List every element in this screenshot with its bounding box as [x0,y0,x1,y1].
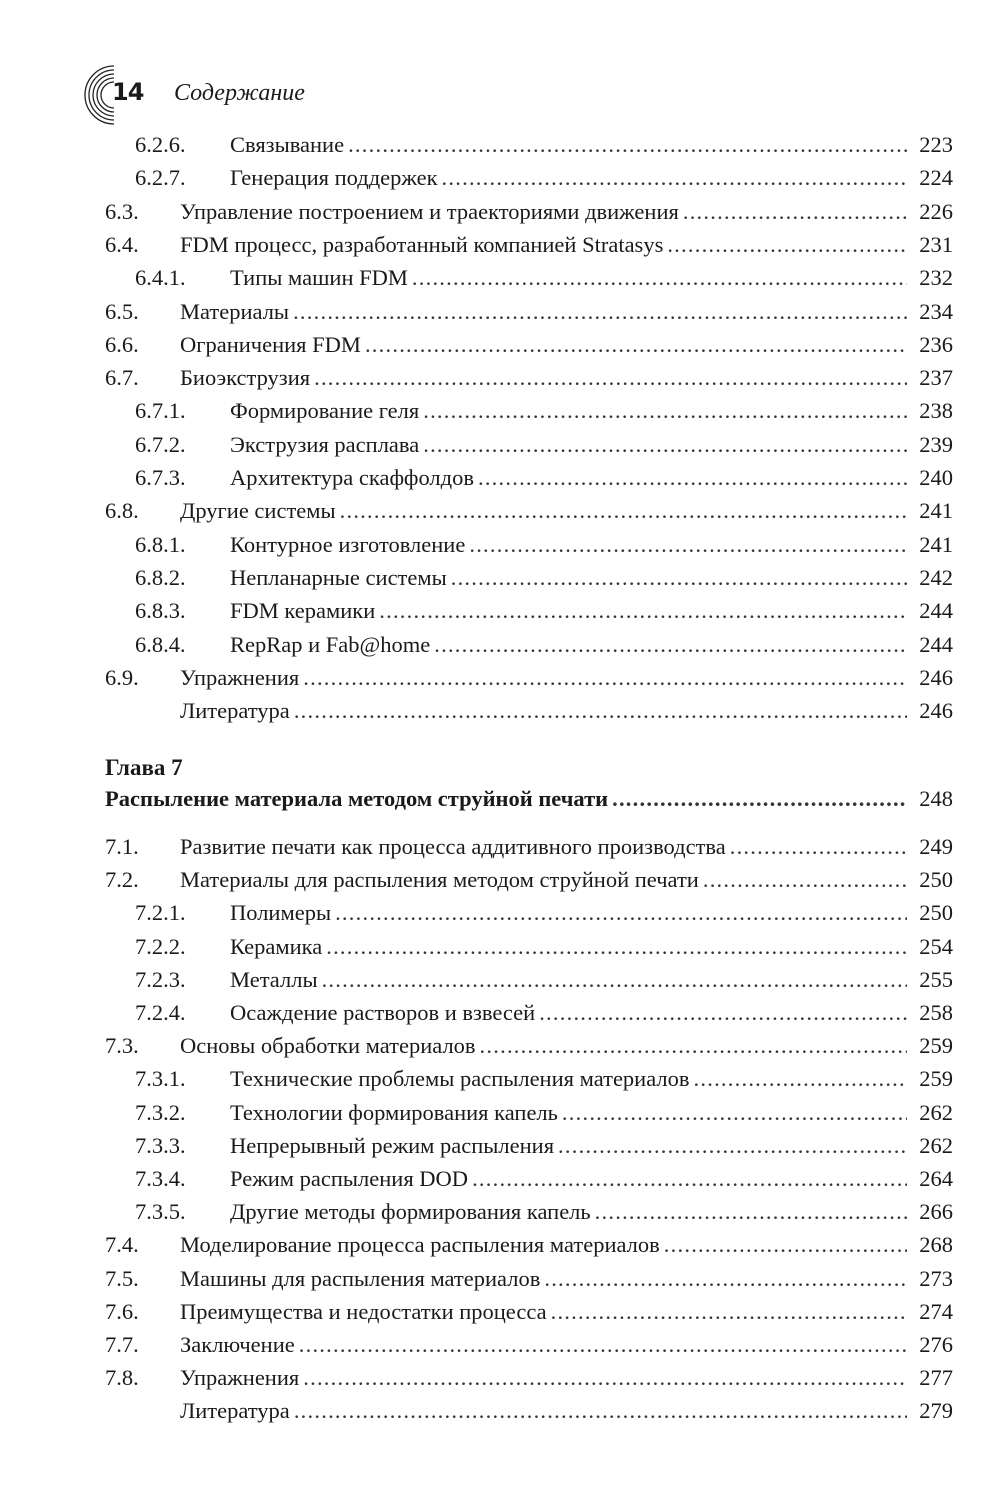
dot-leader [664,1228,907,1261]
toc-entry-page: 262 [919,1099,953,1125]
toc-entry[interactable] [105,195,953,228]
toc-entry-number: 6.8.2. [135,564,186,590]
toc-entry-page: 234 [919,298,953,324]
toc-entry-page: 232 [919,265,953,291]
toc-entry-page: 237 [919,365,953,391]
toc-entry-title: Полимеры [230,900,332,926]
dot-leader [335,896,907,929]
toc-entry-number: 7.2.3. [135,966,186,992]
dot-leader [539,996,907,1029]
toc-entry-number: 6.4.1. [135,265,186,291]
toc-entry-page: 231 [919,231,953,257]
dot-leader [480,1029,907,1062]
dot-leader [340,494,907,527]
toc-entry-number: 6.8.1. [135,531,186,557]
toc-entry-number: 7.7. [105,1332,139,1357]
toc-entry-title: Контурное изготовление [230,531,466,557]
dot-leader [703,863,907,896]
toc-entry-number: 7.3.3. [135,1132,186,1158]
toc-entry-page: 236 [919,331,953,357]
dot-leader [551,1295,907,1328]
toc-entry-title: Упражнения [180,1365,300,1391]
toc-entry-page: 258 [919,1000,953,1025]
toc-entry[interactable] [105,361,953,394]
toc-entry-page: 268 [919,1232,953,1258]
dot-leader [293,295,907,328]
toc-entry-page: 241 [919,498,953,524]
dot-leader [303,1361,907,1394]
dot-leader [442,161,907,194]
toc-entry[interactable] [105,528,953,561]
toc-entry[interactable] [105,161,953,194]
toc-entry-title: Формирование геля [230,398,420,424]
dot-leader [730,830,907,863]
toc-entry[interactable] [105,594,953,627]
toc-entry-number: 7.3.5. [135,1199,186,1225]
toc-entry-number: 7.2.4. [135,1000,186,1025]
toc-entry-title: RepRap и Fab@home [230,631,431,657]
toc-entry-number: 7.2.2. [135,933,186,959]
toc-entry-page: 224 [919,165,953,191]
dot-leader [451,561,907,594]
chapter-page: 248 [919,786,953,811]
toc-entry-page: 254 [919,933,953,959]
toc-entry[interactable] [105,863,953,896]
toc-entry[interactable] [105,494,953,527]
toc-entry-title: Моделирование процесса распыления материалов [180,1232,660,1258]
toc-entry[interactable] [105,896,953,929]
toc-entry-title: Типы машин FDM [230,265,408,291]
toc-entry-page: 279 [919,1398,953,1424]
toc-entry-title: Архитектура скаффолдов [230,465,474,490]
dot-leader [294,694,907,727]
toc-entry-number: 6.2.6. [135,132,186,157]
toc-entry-number: 6.8. [105,498,139,524]
dot-leader [683,195,907,228]
toc-entry-page: 241 [919,531,953,557]
toc-entry-title: Машины для распыления материалов [180,1265,541,1291]
toc-entry-title: FDM процесс, разработанный компанией Stratasys [180,231,664,257]
toc-entry[interactable] [105,661,953,694]
toc-entry-title: Литература [180,1398,290,1424]
toc-entry-page: 223 [919,132,953,157]
toc-entry[interactable] [105,461,953,494]
toc-entry-title: Технические проблемы распыления материалов [230,1066,690,1092]
dot-leader [595,1195,907,1228]
toc-entry-title: Другие методы формирования капель [230,1199,591,1225]
dot-leader [294,1394,907,1427]
chapter-title: Распыление материала методом струйной печати [105,786,609,811]
toc-entry-number: 7.3.1. [135,1066,186,1092]
toc-entry[interactable] [105,295,953,328]
toc-entry[interactable] [105,128,953,161]
toc-entry-page: 259 [919,1033,953,1059]
toc-entry-page: 262 [919,1132,953,1158]
page-number: 14 [112,78,144,106]
dot-leader [667,228,907,261]
toc-entry-number: 7.1. [105,834,139,859]
toc-entry-title: Режим распыления DOD [230,1166,469,1191]
dot-leader [412,261,907,294]
toc-entry-page: 277 [919,1365,953,1391]
toc-entry-number: 7.3.2. [135,1099,186,1125]
toc-entry[interactable] [105,228,953,261]
dot-leader [434,628,907,661]
toc-entry-number: 6.3. [105,198,139,224]
chapter-label: Глава 7 [105,755,183,780]
toc-entry-page: 226 [919,198,953,224]
toc-entry-title: Непрерывный режим распыления [230,1132,555,1158]
toc-entry-title: Основы обработки материалов [180,1033,476,1059]
toc-entry-page: 249 [919,834,953,859]
toc-entry-title: Технологии формирования капель [230,1099,558,1125]
toc-entry[interactable] [105,1062,953,1095]
toc-entry-title: Непланарные системы [230,564,447,590]
dot-leader [365,328,907,361]
toc-entry-number: 6.5. [105,298,139,324]
toc-entry-page: 255 [919,966,953,992]
toc-entry-page: 250 [919,867,953,893]
toc-entry-page: 238 [919,398,953,424]
toc-entry-page: 244 [919,631,953,657]
chapter-title-row[interactable] [105,782,953,815]
toc-entry-page: 259 [919,1066,953,1092]
dot-leader [303,661,907,694]
dot-leader [326,930,907,963]
toc-entry-page: 244 [919,598,953,624]
toc-entry-title: Другие системы [180,498,336,524]
toc-entry-number: 7.4. [105,1232,139,1258]
dot-leader [562,1096,907,1129]
toc-entry[interactable] [105,996,953,1029]
toc-entry-title: Упражнения [180,664,300,690]
toc-entry-title: Генерация поддержек [230,165,438,191]
toc-entry[interactable] [105,1162,953,1195]
toc-entry[interactable] [105,694,953,727]
toc-entry-page: 273 [919,1265,953,1291]
dot-leader [558,1129,907,1162]
toc-entry-number: 7.2. [105,867,139,893]
toc-entry-page: 266 [919,1199,953,1225]
toc-entry-title: Литература [180,698,290,724]
toc-entry[interactable] [105,1361,953,1394]
toc-entry-page: 239 [919,431,953,457]
dot-leader [472,1162,907,1195]
toc-entry-title: Биоэкструзия [180,365,311,391]
toc-entry-title: Развитие печати как процесса аддитивного производства [180,834,726,859]
toc-entry[interactable] [105,428,953,461]
toc-entry-page: 264 [919,1166,953,1191]
toc-entry-number: 7.3.4. [135,1166,186,1191]
dot-leader [423,428,907,461]
toc-entry[interactable] [105,930,953,963]
toc-entry-number: 7.8. [105,1365,139,1391]
toc-entry-title: Материалы для распыления методом струйной печати [180,867,699,893]
toc-entry-title: Заключение [180,1332,295,1357]
dot-leader [348,128,907,161]
dot-leader [469,528,907,561]
toc-entry-number: 6.4. [105,231,139,257]
toc-entry[interactable] [105,628,953,661]
toc-entry-number: 6.8.3. [135,598,186,624]
toc-entry[interactable] [105,1228,953,1261]
toc-entry-title: Экструзия расплава [230,431,420,457]
toc-entry[interactable] [105,1295,953,1328]
toc-entry[interactable] [105,1262,953,1295]
toc-entry-page: 274 [919,1298,953,1324]
toc-entry-number: 6.7.1. [135,398,186,424]
toc-entry-number: 6.7. [105,365,139,391]
dot-leader [612,782,907,815]
toc-entry[interactable] [105,261,953,294]
toc-entry[interactable] [105,1096,953,1129]
dot-leader [322,963,907,996]
dot-leader [694,1062,907,1095]
toc-entry[interactable] [105,561,953,594]
toc-entry-number: 6.2.7. [135,165,186,191]
toc-entry-page: 250 [919,900,953,926]
toc-entry-page: 240 [919,465,953,490]
toc-entry-page: 242 [919,564,953,590]
toc-entry-number: 6.6. [105,331,139,357]
toc-entry-number: 7.6. [105,1298,139,1324]
toc-entry-title: FDM керамики [230,598,376,624]
dot-leader [299,1328,907,1361]
toc-entry[interactable] [105,394,953,427]
toc-entry-title: Управление построением и траекториями движения [180,198,679,224]
dot-leader [478,461,907,494]
toc-entry-title: Металлы [230,966,318,992]
toc-entry[interactable] [105,1129,953,1162]
page-header [74,60,934,130]
toc-entry-title: Керамика [230,933,323,959]
dot-leader [544,1262,907,1295]
toc-entry-page: 276 [919,1332,953,1357]
toc-entry[interactable] [105,963,953,996]
toc-entry-title: Связывание [230,132,345,157]
toc-entry-title: Материалы [180,298,290,324]
toc-entry-number: 7.5. [105,1265,139,1291]
toc-entry[interactable] [105,830,953,863]
toc-entry-number: 7.3. [105,1033,139,1059]
toc-entry-number: 6.7.2. [135,431,186,457]
toc-entry-number: 6.7.3. [135,465,186,490]
dot-leader [423,394,907,427]
toc-entry[interactable] [105,1328,953,1361]
toc-entry-title: Преимущества и недостатки процесса [180,1298,547,1324]
toc-entry-number: 6.9. [105,664,139,690]
toc-entry-page: 246 [919,698,953,724]
toc-entry[interactable] [105,328,953,361]
toc-entry-number: 6.8.4. [135,631,186,657]
toc-entry[interactable] [105,1195,953,1228]
dot-leader [379,594,907,627]
toc-entry[interactable] [105,1394,953,1427]
toc-entry-title: Осаждение растворов и взвесей [230,1000,536,1025]
toc-entry-title: Ограничения FDM [180,331,361,357]
toc-entry-number: 7.2.1. [135,900,186,926]
toc-entry[interactable] [105,1029,953,1062]
toc-entry-page: 246 [919,664,953,690]
dot-leader [314,361,907,394]
running-header-title: Содержание [174,80,305,106]
